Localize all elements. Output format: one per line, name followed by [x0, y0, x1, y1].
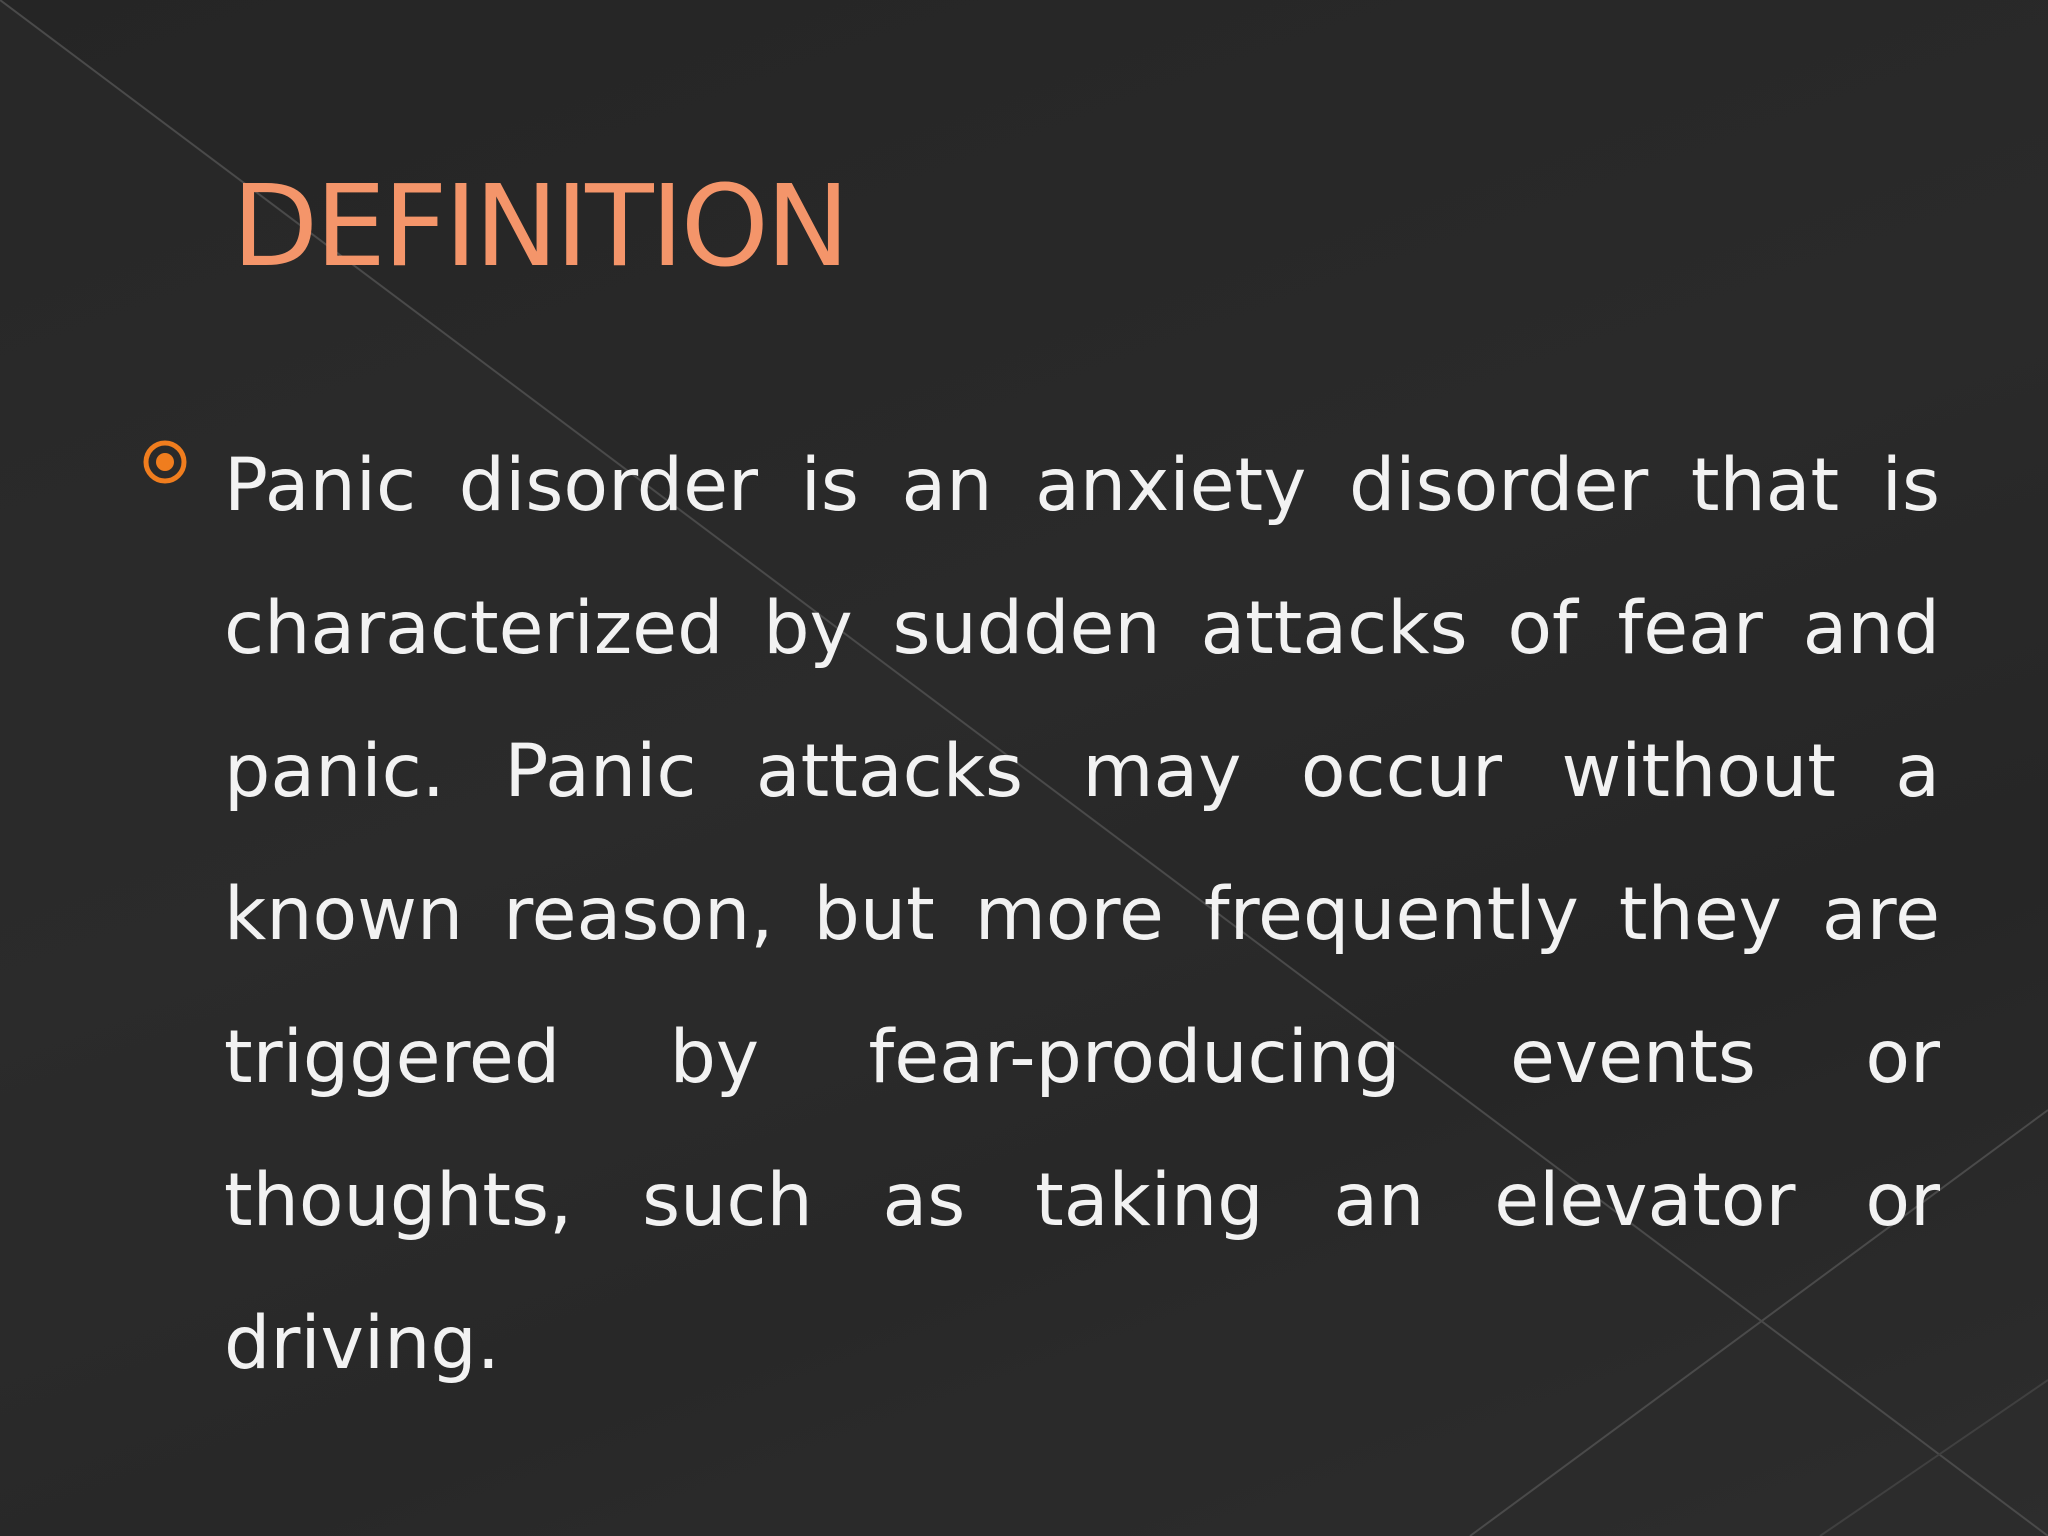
bullet-text: Panic disorder is an anxiety disorder that is characterized by sudden attacks of fear and panic. Panic attacks may occur without a known reason, but more frequently they are triggered by fear-producing events or thoughts, such as taking an elevator or driving.	[224, 443, 1940, 1386]
circle-target-bullet-icon	[141, 438, 189, 486]
slide-title: DEFINITION	[232, 162, 847, 292]
